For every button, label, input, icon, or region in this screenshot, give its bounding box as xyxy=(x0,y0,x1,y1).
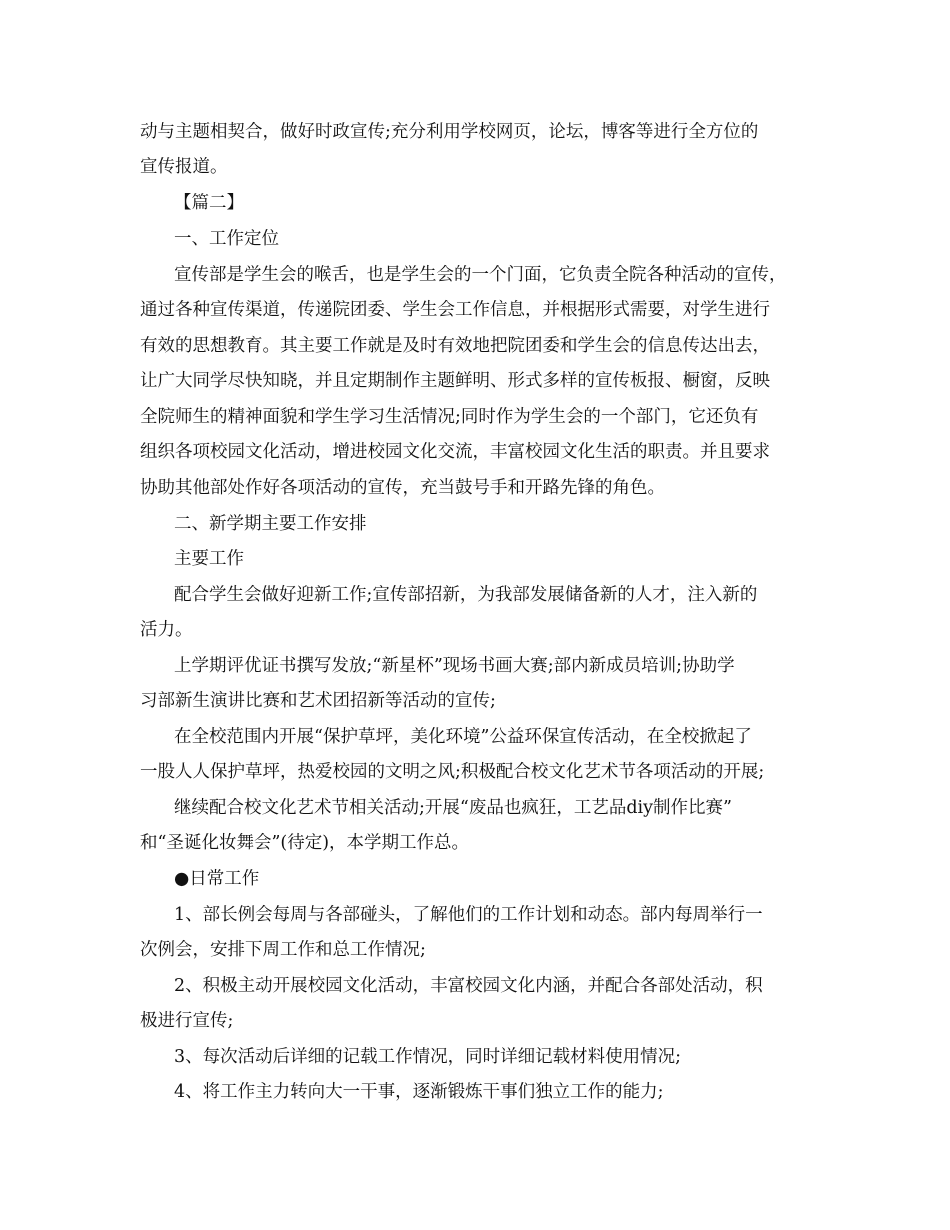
text-line: 在全校范围内开展“保护草坪，美化环境”公益环保宣传活动，在全校掀起了 xyxy=(174,727,752,747)
heading: 二、新学期主要工作安排 xyxy=(174,514,367,534)
list-item: 4、将工作主力转向大一干事，逐渐锻炼干事们独立工作的能力; xyxy=(174,1082,664,1102)
text-line: 动与主题相契合，做好时政宣传;充分利用学校网页，论坛，博客等进行全方位的 xyxy=(140,122,759,142)
text-line: 宣传部是学生会的喉舌，也是学生会的一个门面，它负责全院各种活动的宣传， xyxy=(174,265,787,285)
text-line: 协助其他部处作好各项活动的宣传，充当鼓号手和开路先锋的角色。 xyxy=(140,478,665,498)
text-line: 次例会，安排下周工作和总工作情况; xyxy=(140,940,426,960)
text-line: 活力。 xyxy=(140,620,193,640)
text-line: 让广大同学尽快知晓，并且定期制作主题鲜明、形式多样的宣传板报、橱窗，反映 xyxy=(140,371,770,391)
text-line: 有效的思想教育。其主要工作就是及时有效地把院团委和学生会的信息传达出去， xyxy=(140,336,770,356)
text-line: 习部新生演讲比赛和艺术团招新等活动的宣传; xyxy=(140,691,496,711)
text-line: 继续配合校文化艺术节相关活动;开展“废品也疯狂，工艺品diy制作比赛” xyxy=(174,798,732,818)
subheading: ●日常工作 xyxy=(174,869,260,889)
text-line: 全院师生的精神面貌和学生学习生活情况;同时作为学生会的一个部门，它还负有 xyxy=(140,407,759,427)
text-line: 组织各项校园文化活动，增进校园文化交流，丰富校园文化生活的职责。并且要求 xyxy=(140,442,770,462)
subheading: 主要工作 xyxy=(174,549,244,569)
list-item: 1、部长例会每周与各部碰头，了解他们的工作计划和动态。部内每周举行一 xyxy=(174,905,763,925)
heading: 一、工作定位 xyxy=(174,229,279,249)
text-line: 上学期评优证书撰写发放;“新星杯”现场书画大赛;部内新成员培训;协助学 xyxy=(174,656,735,676)
text-line: 宣传报道。 xyxy=(140,157,228,177)
section-heading: 【篇二】 xyxy=(174,193,244,213)
list-item: 2、积极主动开展校园文化活动，丰富校园文化内涵，并配合各部处活动，积 xyxy=(174,976,763,996)
list-item: 3、每次活动后详细的记载工作情况，同时详细记载材料使用情况; xyxy=(174,1047,682,1067)
text-line: 一股人人保护草坪，热爱校园的文明之风;积极配合校文化艺术节各项活动的开展; xyxy=(140,762,765,782)
text-line: 和“圣诞化妆舞会”(待定)，本学期工作总。 xyxy=(140,833,470,853)
text-line: 极进行宣传; xyxy=(140,1011,234,1031)
text-line: 通过各种宣传渠道，传递院团委、学生会工作信息，并根据形式需要，对学生进行 xyxy=(140,300,770,320)
text-line: 配合学生会做好迎新工作;宣传部招新，为我部发展储备新的人才，注入新的 xyxy=(174,585,758,605)
